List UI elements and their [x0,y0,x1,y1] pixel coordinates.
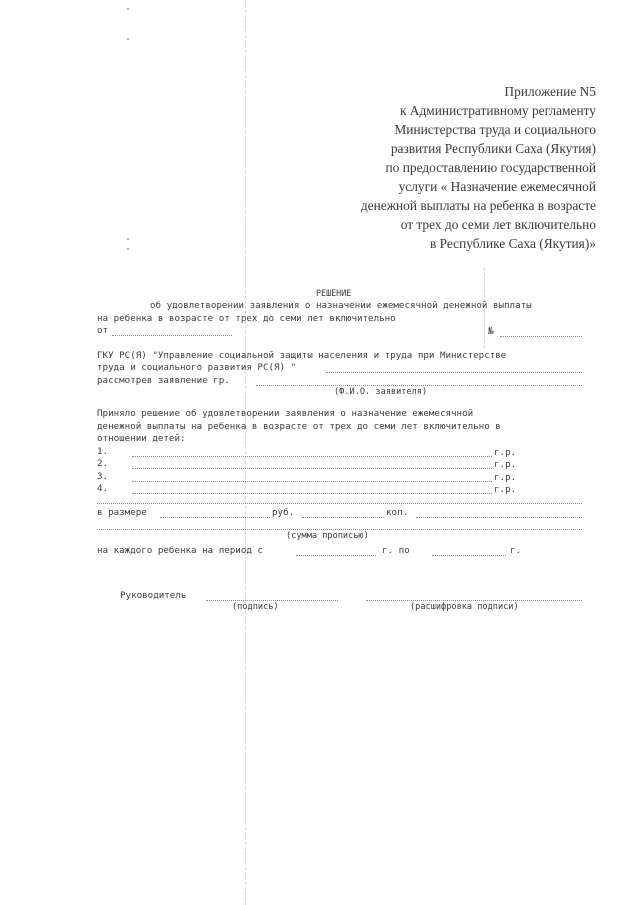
agency-line1: ГКУ РС(Я) "Управление социальной защиты населения и труда при Министерстве [97,350,507,361]
decision-subtitle-line1: об удовлетворении заявления о назначении ежемесячной денежной выплаты [150,300,532,311]
signature-decode-field[interactable] [366,600,582,601]
accepted-line1: Приняло решение об удовлетворении заявления о назначение ежемесячной [97,408,474,419]
amount-prefix: в размере [97,507,147,518]
head-label: Руководитель [120,590,187,601]
appendix-header [286,82,596,253]
child-number: 4. [97,483,109,494]
signature-caption: (подпись) [232,602,279,612]
appendix-line: в Республике Саха (Якутия)» [429,236,596,251]
scan-artifact-dot [127,248,129,250]
child-field[interactable] [132,468,492,469]
child-number: 3. [97,471,109,482]
from-label: от [97,325,109,336]
rub-field[interactable] [160,517,270,518]
appendix-line: Приложение N5 [504,84,596,99]
child-birth-suffix: г.р. [494,472,517,483]
appendix-line: услуги « Назначение ежемесячной [398,179,596,194]
child-field[interactable] [132,493,492,494]
period-end-field[interactable] [432,555,506,556]
scan-artifact-line [245,0,246,905]
amount-caption: (сумма прописью) [286,531,369,541]
decision-subtitle-line2: на ребенка в возрасте от трех до семи лет включительно [97,313,396,324]
number-label: № [488,326,494,337]
kop-field[interactable] [302,517,384,518]
accepted-line3: отношении детей: [97,433,186,444]
scan-artifact-dot [127,38,129,40]
accepted-line2: денежной выплаты на ребенка в возрасте от трех до семи лет включительно в [97,421,501,432]
signature-decode-caption: (расшифровка подписи) [410,602,519,612]
child-birth-suffix: г.р. [494,447,517,458]
scan-artifact-dot [127,238,129,240]
applicant-name-field[interactable] [256,385,582,386]
date-field[interactable] [112,335,232,336]
agency-name-field[interactable] [326,372,582,373]
child-field[interactable] [132,456,492,457]
period-year-label: г. [510,545,522,556]
appendix-line: по предоставлению государственной [385,160,596,175]
appendix-line: от трех до семи лет включительно [400,217,596,232]
child-birth-suffix: г.р. [494,459,517,470]
rub-label: руб. [272,507,295,518]
child-field[interactable] [132,481,492,482]
child-number: 1. [97,446,109,457]
scan-artifact-dot [127,8,129,10]
appendix-line: развития Республики Саха (Якутия) [390,141,596,156]
decision-title: РЕШЕНИЕ [316,288,352,298]
child-number: 2. [97,458,109,469]
amount-words-field[interactable] [97,529,582,530]
kop-label: коп. [386,507,409,518]
signature-field[interactable] [206,600,338,601]
number-field[interactable] [500,336,582,337]
period-year-to-label: г. по [382,545,410,556]
child-birth-suffix: г.р. [494,484,517,495]
appendix-line: Министерства труда и социального [394,122,596,137]
applicant-caption: (Ф.И.О. заявителя) [334,387,428,397]
period-start-field[interactable] [296,555,376,556]
period-prefix: на каждого ребенка на период с [97,545,263,556]
reviewed-label: рассмотрев заявление гр. [97,375,230,386]
amount-extra-field[interactable] [416,517,582,518]
agency-line2: труда и социального развития РС(Я) " [97,362,297,373]
extra-line-field[interactable] [97,503,582,504]
appendix-line: денежной выплаты на ребенка в возрасте [360,198,596,213]
appendix-line: к Административному регламенту [399,103,596,118]
